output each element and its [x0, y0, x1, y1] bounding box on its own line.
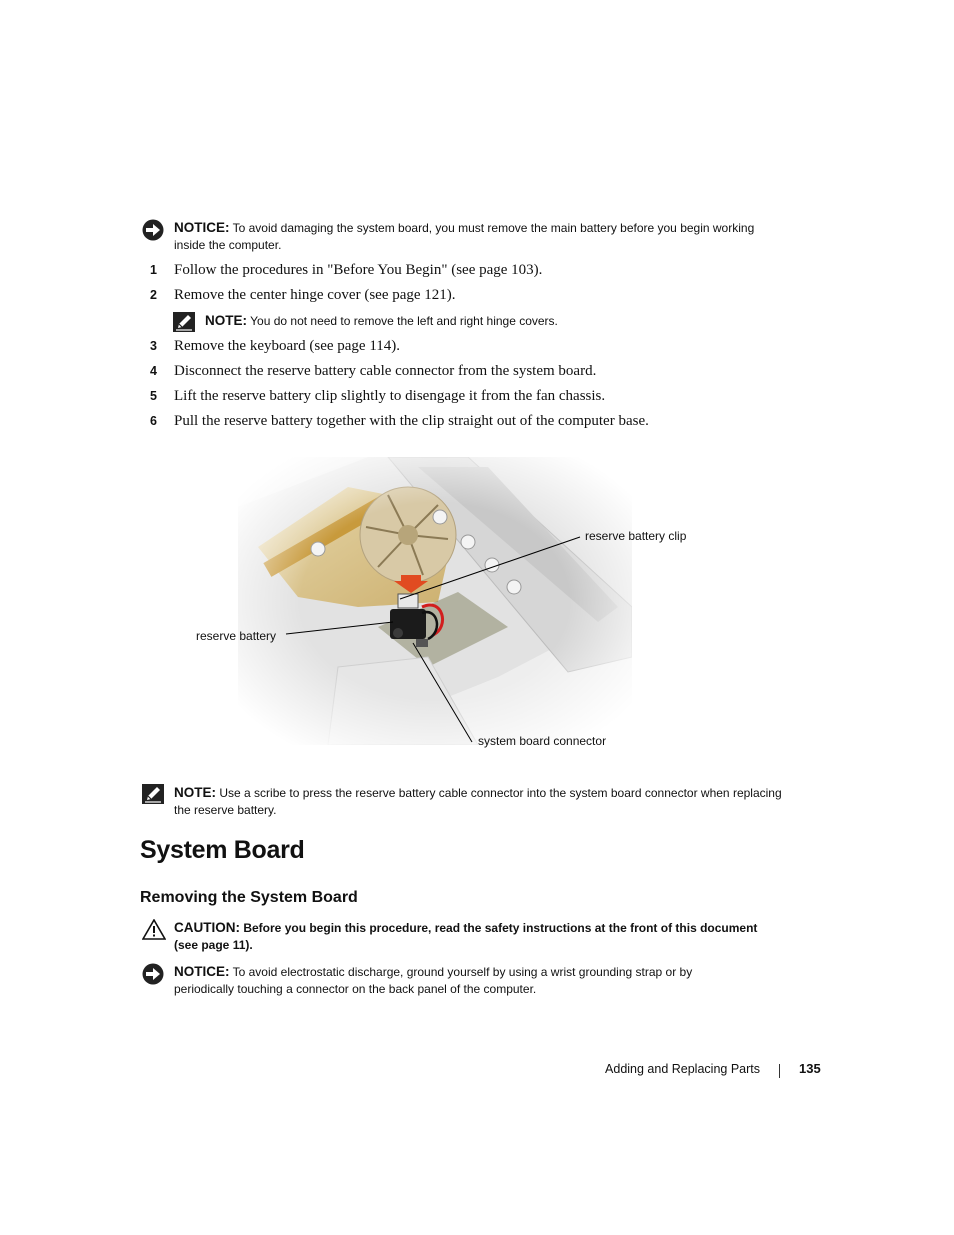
note-label: NOTE:	[174, 785, 216, 800]
section-title: System Board	[140, 836, 305, 864]
note-block	[142, 784, 782, 819]
note-pencil-icon	[173, 312, 195, 337]
step-number: 3	[150, 339, 157, 353]
callout-system-board-connector: system board connector	[478, 734, 607, 748]
step-text: Lift the reserve battery clip slightly to disengage it from the fan chassis.	[174, 388, 606, 404]
step-number: 2	[150, 288, 157, 302]
notice-label: NOTICE:	[174, 220, 230, 235]
step-number: 1	[150, 263, 157, 277]
step-text: Follow the procedures in "Before You Begin" (see page 103).	[174, 262, 543, 278]
step-text: Disconnect the reserve battery cable connector from the system board.	[174, 363, 597, 379]
caution-label: CAUTION:	[174, 920, 240, 935]
step-text: Pull the reserve battery together with the clip straight out of the computer base.	[174, 413, 649, 429]
step-number: 6	[150, 414, 157, 428]
notice-text: To avoid damaging the system board, you must remove the main battery before you begin working inside the computer.	[174, 221, 755, 252]
notice-arrow-icon	[142, 963, 164, 990]
notice-arrow-icon	[142, 219, 164, 246]
callout-reserve-battery-clip: reserve battery clip	[585, 529, 687, 543]
notice-label: NOTICE:	[174, 964, 230, 979]
caution-triangle-icon	[142, 919, 166, 945]
reserve-battery-illustration	[238, 457, 632, 745]
step-text: Remove the keyboard (see page 114).	[174, 338, 401, 354]
note-text: Use a scribe to press the reserve battery cable connector into the system board connector when replacing the reserve battery.	[174, 786, 782, 817]
step-text: Remove the center hinge cover (see page 121).	[174, 287, 456, 303]
note-block	[173, 312, 733, 330]
notice-block	[142, 219, 772, 254]
note-pencil-icon	[142, 784, 164, 809]
notice-block	[142, 963, 752, 998]
note-label: NOTE:	[205, 313, 247, 328]
footer-section-title: Adding and Replacing Parts	[605, 1062, 760, 1076]
subsection-title: Removing the System Board	[140, 889, 358, 906]
step-number: 5	[150, 389, 157, 403]
page-number: 135	[799, 1061, 821, 1076]
caution-block	[142, 919, 762, 954]
footer-separator	[779, 1064, 780, 1078]
caution-text: Before you begin this procedure, read the safety instructions at the front of this document (see page 11).	[174, 921, 758, 952]
note-text: You do not need to remove the left and right hinge covers.	[250, 314, 558, 328]
step-number: 4	[150, 364, 157, 378]
notice-text: To avoid electrostatic discharge, ground yourself by using a wrist grounding strap or by periodically touching a connector on the back panel of the computer.	[174, 965, 693, 996]
callout-reserve-battery: reserve battery	[196, 629, 277, 643]
